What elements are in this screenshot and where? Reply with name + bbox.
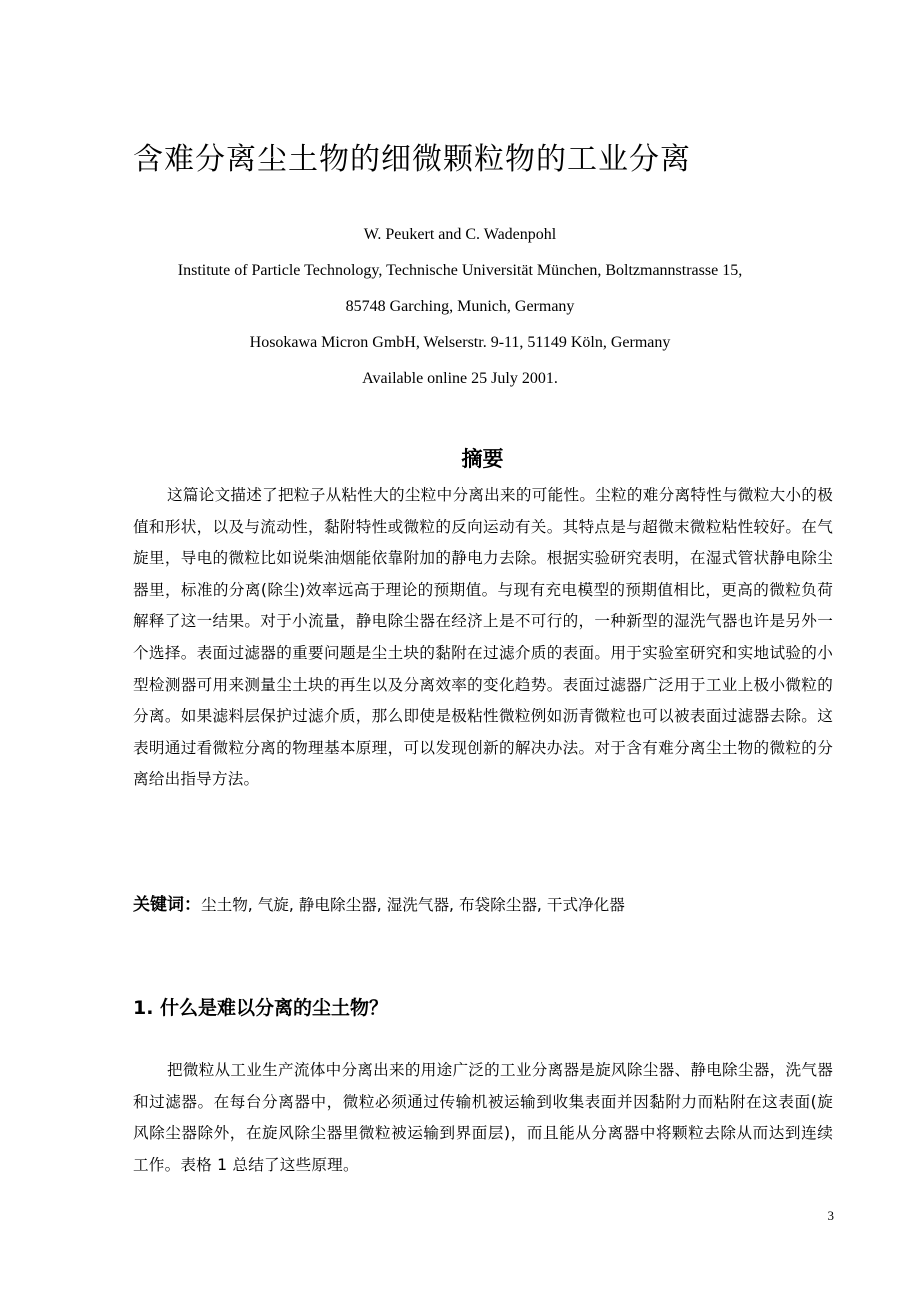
keywords-label: 关键词： xyxy=(133,895,201,915)
section-1-body: 把微粒从工业生产流体中分离出来的用途广泛的工业分离器是旋风除尘器、静电除尘器，洗气器和过滤器。在每台分离器中，微粒必须通过传输机被运输到收集表面并因黏附力而粘附在这表面(旋风除尘器除外，在旋风除尘器里微粒被运输到界面层)，而且能从分离器中将颗粒去除从而达到连续工作。表格 1 总结了这些原理。 xyxy=(133,1061,833,1174)
affiliation-2: Hosokawa Micron GmbH, Welserstr. 9-11, 51149 Köln, Germany xyxy=(249,334,671,351)
availability-note: Available online 25 July 2001. xyxy=(362,370,558,387)
affiliation-1-line-2: 85748 Garching, Munich, Germany xyxy=(345,298,575,315)
page-number: 3 xyxy=(827,1208,834,1223)
keywords xyxy=(133,890,833,920)
author-names: W. Peukert and C. Wadenpohl xyxy=(363,226,557,243)
abstract-body: 这篇论文描述了把粒子从粘性大的尘粒中分离出来的可能性。尘粒的难分离特性与微粒大小的极值和形状，以及与流动性，黏附特性或微粒的反向运动有关。其特点是与超微末微粒粘性较好。在气旋里，导电的微粒比如说柴油烟能依靠附加的静电力去除。根据实验研究表明，在湿式管状静电除尘器里，标准的分离(除尘)效率远高于理论的预期值。与现有充电模型的预期值相比，更高的微粒负荷解释了这一结果。对于小流量，静电除尘器在经济上是不可行的，一种新型的湿洗气器也许是另外一个选择。表面过滤器的重要问题是尘土块的黏附在过滤介质的表面。用于实验室研究和实地试验的小型检测器可用来测量尘土块的再生以及分离效率的变化趋势。表面过滤器广泛用于工业上极小微粒的分离。如果滤料层保护过滤介质，那么即使是极粘性微粒例如沥青微粒也可以被表面过滤器去除。这表明通过看微粒分离的物理基本原理，可以发现创新的解决办法。对于含有难分离尘土物的微粒的分离给出指导方法。 xyxy=(133,486,833,789)
section-1-heading: 1. 什么是难以分离的尘土物？ xyxy=(133,997,389,1019)
abstract-heading: 摘要 xyxy=(461,447,504,471)
affiliation-1-line-1: Institute of Particle Technology, Technische Universität München, Boltzmannstrasse 15, xyxy=(177,262,743,279)
paper-title: 含难分离尘土物的细微颗粒物的工业分离 xyxy=(133,142,691,177)
author-block xyxy=(0,222,920,402)
keywords-text: 尘土物, 气旋, 静电除尘器, 湿洗气器, 布袋除尘器, 干式净化器 xyxy=(201,896,625,914)
